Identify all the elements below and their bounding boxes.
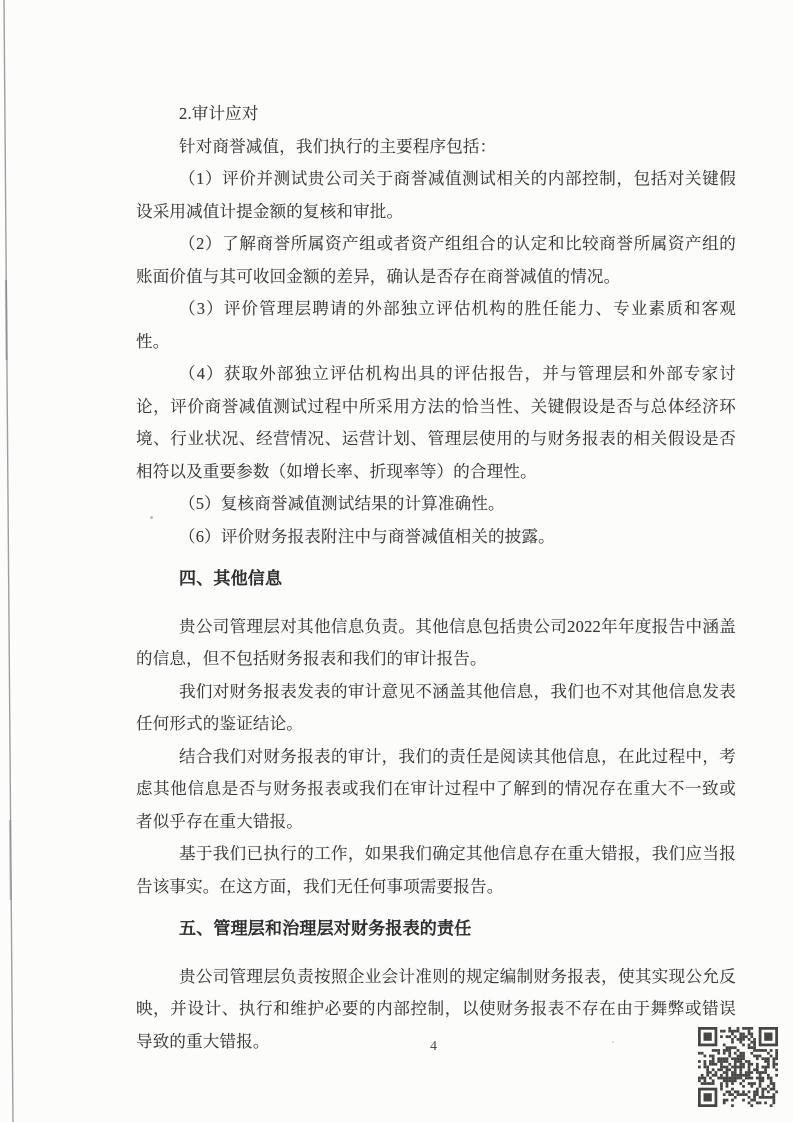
paragraph: 针对商誉减值，我们执行的主要程序包括：	[179, 136, 497, 156]
page-number: 4	[430, 1039, 437, 1054]
qr-code-icon	[698, 1027, 778, 1107]
section-heading-other-information: 四、其他信息	[179, 569, 283, 588]
paragraph: 贵公司管理层负责按照企业会计准则的规定编制财务报表，使其实现公允反映，并设计、执行和维护必要的内部控制，以使财务报表不存在由于舞弊或错误导致的重大错报。	[136, 966, 736, 1051]
paragraph-procedure-4: （4）获取外部独立评估机构出具的评估报告，并与管理层和外部专家讨论，评价商誉减值测试过程中所采用方法的恰当性、关键假设是否与总体经济环境、行业状况、经营情况、运营计划、管理层使用的与财务报表的相关假设是否相符以及重要参数（如增长率、折现率等）的合理性。	[136, 364, 736, 481]
paragraph: 我们对财务报表发表的审计意见不涵盖其他信息，我们也不对其他信息发表任何形式的鉴证结论。	[136, 681, 736, 733]
scan-edge-line	[0, 0, 20, 1122]
paragraph-procedure-2: （2）了解商誉所属资产组或者资产组组合的认定和比较商誉所属资产组的账面价值与其可收回金额的差异，确认是否存在商誉减值的情况。	[136, 234, 736, 286]
paragraph-procedure-5: （5）复核商誉减值测试结果的计算准确性。	[179, 494, 505, 513]
paragraph: 贵公司管理层对其他信息负责。其他信息包括贵公司2022年年度报告中涵盖的信息，但不包括财务报表和我们的审计报告。	[136, 616, 736, 668]
paragraph-procedure-1: （1）评价并测试贵公司关于商誉减值测试相关的内部控制，包括对关键假设采用减值计提金额的复核和审批。	[136, 169, 736, 221]
document-body	[136, 98, 736, 1058]
paragraph-procedure-6: （6）评价财务报表附注中与商誉减值相关的披露。	[179, 526, 555, 546]
section-heading-management-responsibility: 五、管理层和治理层对财务报表的责任	[179, 919, 472, 938]
numbered-item-audit-response: 2.审计应对	[179, 104, 259, 123]
paragraph: 基于我们已执行的工作，如果我们确定其他信息存在重大错报，我们应当报告该事实。在这方面，我们无任何事项需要报告。	[136, 844, 736, 896]
paragraph-procedure-3: （3）评价管理层聘请的外部独立评估机构的胜任能力、专业素质和客观性。	[136, 299, 736, 351]
paragraph: 结合我们对财务报表的审计，我们的责任是阅读其他信息，在此过程中，考虑其他信息是否与财务报表或我们在审计过程中了解到的情况存在重大不一致或者似乎存在重大错报。	[136, 746, 736, 831]
